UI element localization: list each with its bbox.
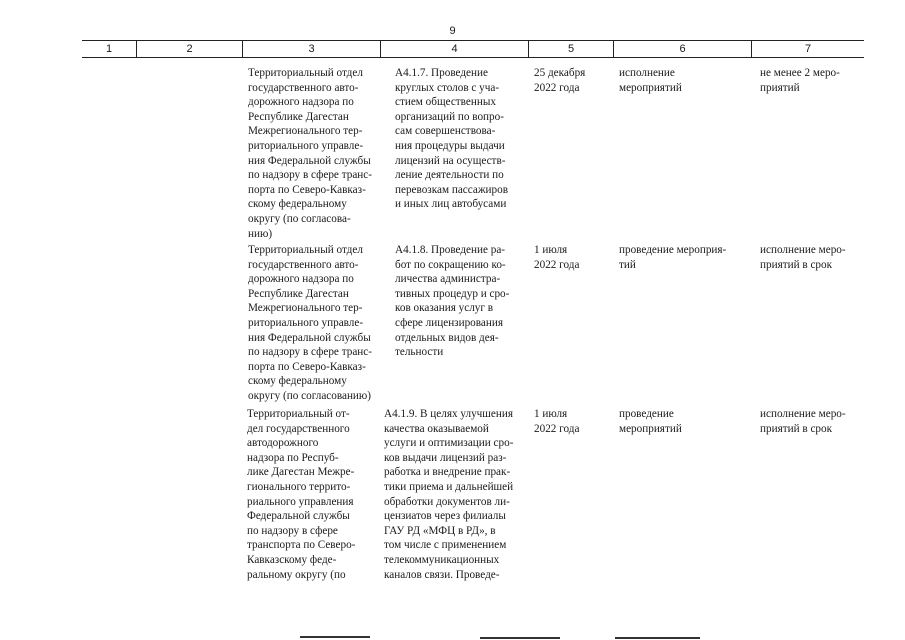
indicator-cell: не менее 2 меро- приятий	[760, 67, 840, 94]
indicator-cell: исполнение меро- приятий в срок	[760, 244, 846, 271]
column-header-1: 1	[105, 43, 113, 55]
executor-cell: Территориальный отдел государственного авто- дорожного надзора по Республике Дагестан Межрегионального тер- риториального управле- ния Федеральной службы по надзору в сфере транс- порта по Северо-Кавказ- скому федеральному округу (по согласова- нию)	[248, 67, 372, 240]
result-cell: проведение мероприя- тий	[619, 244, 727, 271]
indicator-cell: исполнение меро- приятий в срок	[760, 408, 846, 435]
deadline-cell: 1 июля 2022 года	[534, 408, 580, 435]
scan-artifact	[615, 637, 700, 639]
table-header	[82, 40, 864, 58]
column-header-5: 5	[567, 43, 575, 55]
deadline-cell: 1 июля 2022 года	[534, 244, 580, 271]
page-number: 9	[449, 25, 456, 37]
scan-artifact	[300, 636, 370, 638]
column-header-2: 2	[186, 43, 193, 55]
column-header-7: 7	[804, 43, 812, 55]
measure-cell: А4.1.8. Проведение ра- бот по сокращению ко- личества администра- тивных процедур и сро- ков оказания услуг в сфере лицензирования отдельных видов дея- тельности	[395, 244, 510, 359]
measure-cell: А4.1.9. В целях улучшения качества оказываемой услуги и оптимизации сро- ков выдачи лицензий раз- работка и внедрение прак- тики приема и дальнейшей обработки документов ли- цензиатов через филиалы ГАУ РД «МФЦ в РД», в том числе с применением телекоммуникационных каналов связи. Проведе-	[384, 408, 514, 581]
executor-cell: Территориальный отдел государственного авто- дорожного надзора по Республике Дагестан Межрегионального тер- риториального управле- ния Федеральной службы по надзору в сфере транс- порта по Северо-Кавказ- скому федеральному округу (по согласованию)	[248, 244, 372, 402]
column-header-3: 3	[308, 43, 315, 55]
executor-cell: Территориальный от- дел государственного автодорожного надзора по Респуб- лике Дагестан Межре- гионального террито- риального управления Федеральной службы по надзору в сфере транспорта по Северо- Кавказскому феде- ральному округу (по	[247, 408, 356, 581]
scan-artifact	[480, 637, 560, 639]
result-cell: исполнение мероприятий	[619, 67, 682, 94]
deadline-cell: 25 декабря 2022 года	[534, 67, 586, 94]
column-header-6: 6	[679, 43, 686, 55]
measure-cell: А4.1.7. Проведение круглых столов с уча- стием общественных организаций по вопро- сам совершенствова- ния процедуры выдачи лицензий на осуществ- ление деятельности по перевозкам пассажиров и иных лиц автобусами	[395, 67, 509, 211]
result-cell: проведение мероприятий	[619, 408, 682, 435]
column-header-4: 4	[451, 43, 458, 55]
